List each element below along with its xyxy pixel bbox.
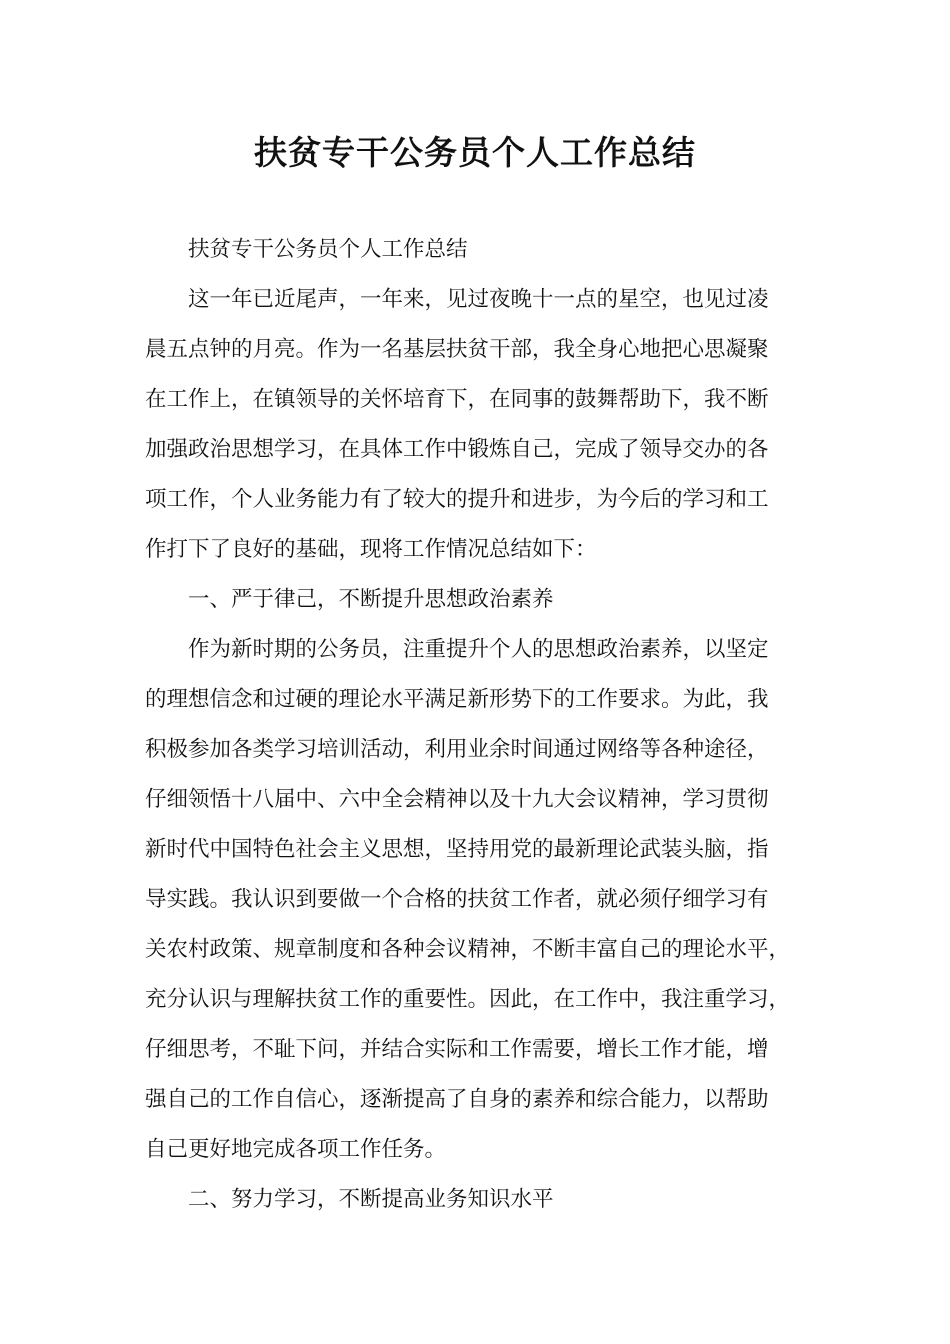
document-title: 扶贫专干公务员个人工作总结 xyxy=(254,133,696,172)
paragraph-line: 强自己的工作自信心，逐渐提高了自身的素养和综合能力，以帮助 xyxy=(145,1087,769,1112)
paragraph-line: 作打下了良好的基础，现将工作情况总结如下： xyxy=(145,537,597,562)
paragraph-line: 晨五点钟的月亮。作为一名基层扶贫干部，我全身心地把心思凝聚 xyxy=(145,337,769,362)
paragraph-line: 在工作上，在镇领导的关怀培育下，在同事的鼓舞帮助下，我不断 xyxy=(145,387,769,412)
paragraph-line: 关农村政策、规章制度和各种会议精神，不断丰富自己的理论水平， xyxy=(145,937,791,962)
paragraph-line: 仔细思考，不耻下问，并结合实际和工作需要，增长工作才能，增 xyxy=(145,1037,769,1062)
paragraph-line: 自己更好地完成各项工作任务。 xyxy=(145,1137,447,1162)
paragraph-line: 积极参加各类学习培训活动，利用业余时间通过网络等各种途径， xyxy=(145,737,769,762)
paragraph-line: 项工作，个人业务能力有了较大的提升和进步，为今后的学习和工 xyxy=(145,487,769,512)
paragraph-line: 作为新时期的公务员，注重提升个人的思想政治素养，以坚定 xyxy=(188,637,769,662)
paragraph-line: 充分认识与理解扶贫工作的重要性。因此，在工作中，我注重学习， xyxy=(145,987,791,1012)
section-heading: 一、严于律己，不断提升思想政治素养 xyxy=(188,587,554,612)
subtitle-line: 扶贫专干公务员个人工作总结 xyxy=(188,237,468,262)
paragraph-line: 仔细领悟十八届中、六中全会精神以及十九大会议精神，学习贯彻 xyxy=(145,787,769,812)
paragraph-line: 加强政治思想学习，在具体工作中锻炼自己，完成了领导交办的各 xyxy=(145,437,769,462)
paragraph-line: 的理想信念和过硬的理论水平满足新形势下的工作要求。为此，我 xyxy=(145,687,769,712)
paragraph-line: 这一年已近尾声，一年来，见过夜晚十一点的星空，也见过凌 xyxy=(188,287,769,312)
section-heading: 二、努力学习，不断提高业务知识水平 xyxy=(188,1187,554,1212)
paragraph-line: 新时代中国特色社会主义思想，坚持用党的最新理论武装头脑，指 xyxy=(145,837,769,862)
paragraph-line: 导实践。我认识到要做一个合格的扶贫工作者，就必须仔细学习有 xyxy=(145,887,769,912)
